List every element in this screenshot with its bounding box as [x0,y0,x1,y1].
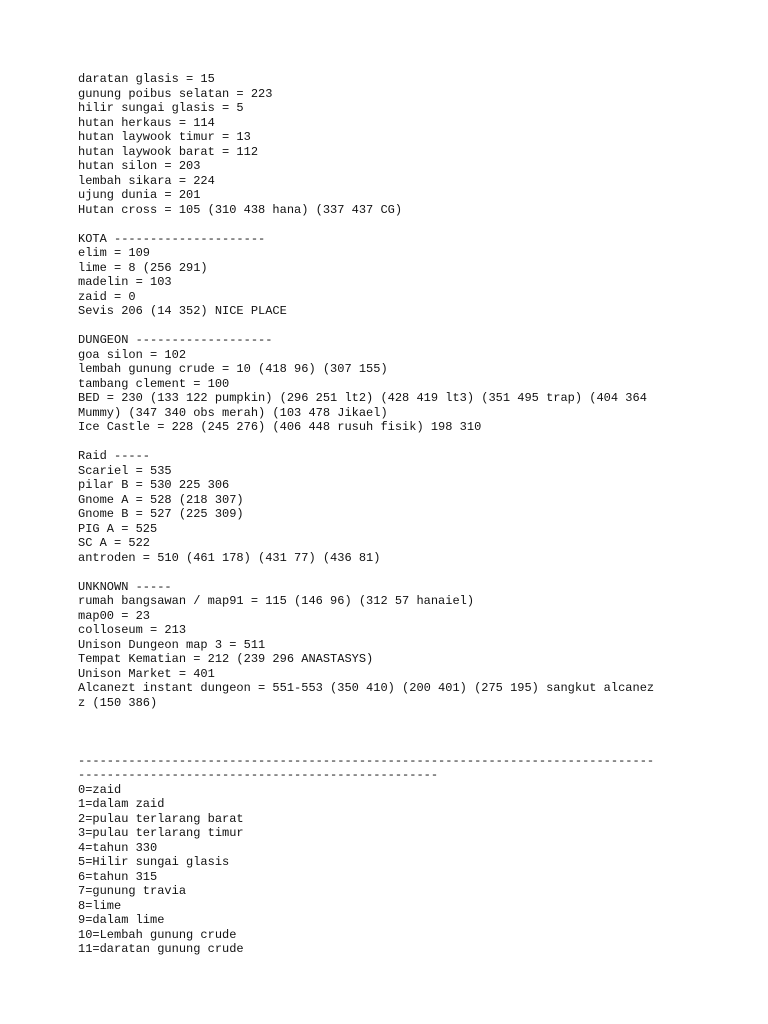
section-gap [78,739,718,754]
text-line: zaid = 0 [78,289,136,304]
text-line: Unison Dungeon map 3 = 511 [78,637,266,652]
text-line: Ice Castle = 228 (245 276) (406 448 rusuh fisik) 198 310 [78,420,482,434]
text-line: z (150 386) [78,695,158,710]
text-line: BED = 230 (133 122 pumpkin) (296 251 lt2) (428 419 lt3) (351 495 trap) (404 364 [78,391,647,405]
section-areas [78,72,718,217]
section-gap [78,435,718,450]
text-line: 9=dalam lime [78,913,165,927]
text-line: madelin = 103 [78,275,172,289]
text-line: 1=dalam zaid [78,797,165,811]
text-line: 11=daratan gunung crude [78,942,244,956]
text-line: rumah bangsawan / map91 = 115 (146 96) (312 57 hanaiel) [78,594,475,608]
text-line: Sevis 206 (14 352) NICE PLACE [78,304,287,318]
text-line: lime = 8 (256 291) [78,260,208,275]
text-line: pilar B = 530 225 306 [78,478,230,492]
section-gap [78,217,718,232]
section-gap [78,319,718,334]
text-line: goa silon = 102 [78,347,187,362]
text-line: 4=tahun 330 [78,840,158,855]
text-line: Gnome A = 528 (218 307) [78,492,244,507]
text-line: lembah gunung crude = 10 (418 96) (307 155) [78,362,388,376]
section-kota [78,232,718,319]
section-gap [78,710,718,725]
text-line: 6=tahun 315 [78,869,158,884]
text-line: gunung poibus selatan = 223 [78,86,273,101]
text-line: elim = 109 [78,246,151,260]
section-raid [78,449,718,565]
text-line [78,725,718,740]
text-line: Hutan cross = 105 (310 438 hana) (337 437 CG) [78,202,403,217]
text-line: Raid ----- [78,449,151,463]
text-line: Gnome B = 527 (225 309) [78,507,244,521]
text-line: Scariel = 535 [78,463,172,478]
text-line: PIG A = 525 [78,521,158,536]
text-line: UNKNOWN ----- [78,579,172,594]
text-line: 2=pulau terlarang barat [78,811,244,826]
text-line: 3=pulau terlarang timur [78,826,244,840]
text-line: Tempat Kematian = 212 (239 296 ANASTASYS) [78,652,374,666]
section-map-index [78,754,718,957]
text-line: antroden = 510 (461 178) (431 77) (436 81) [78,550,381,565]
text-line: -------------------------------------------------------------------------------- [78,753,655,768]
text-line: tambang clement = 100 [78,376,230,391]
text-line: hutan laywook timur = 13 [78,130,251,144]
text-line: Mummy) (347 340 obs merah) (103 478 Jikael) [78,405,388,420]
document-body [78,72,718,957]
text-line: ujung dunia = 201 [78,188,201,202]
text-line: DUNGEON ------------------- [78,333,273,347]
section-gap [78,565,718,580]
section-spacer [78,725,718,740]
text-line: Alcanezt instant dungeon = 551-553 (350 410) (200 401) (275 195) sangkut alcanez [78,681,655,695]
text-line: hutan laywook barat = 112 [78,144,259,159]
text-line: SC A = 522 [78,536,151,550]
text-line: 5=Hilir sungai glasis [78,855,230,869]
text-line: map00 = 23 [78,608,151,623]
text-line: KOTA --------------------- [78,231,266,246]
text-line: Unison Market = 401 [78,666,215,681]
text-line: hutan herkaus = 114 [78,115,215,130]
text-line: 7=gunung travia [78,884,187,898]
text-line: 0=zaid [78,782,122,797]
text-line: colloseum = 213 [78,623,187,637]
text-line: hutan silon = 203 [78,159,201,173]
text-line: hilir sungai glasis = 5 [78,101,244,115]
section-unknown [78,580,718,711]
text-line: lembah sikara = 224 [78,173,215,188]
text-line: -------------------------------------------------- [78,768,439,782]
text-line: 10=Lembah gunung crude [78,927,237,942]
section-dungeon [78,333,718,435]
text-line: 8=lime [78,898,122,913]
text-line: daratan glasis = 15 [78,72,215,86]
